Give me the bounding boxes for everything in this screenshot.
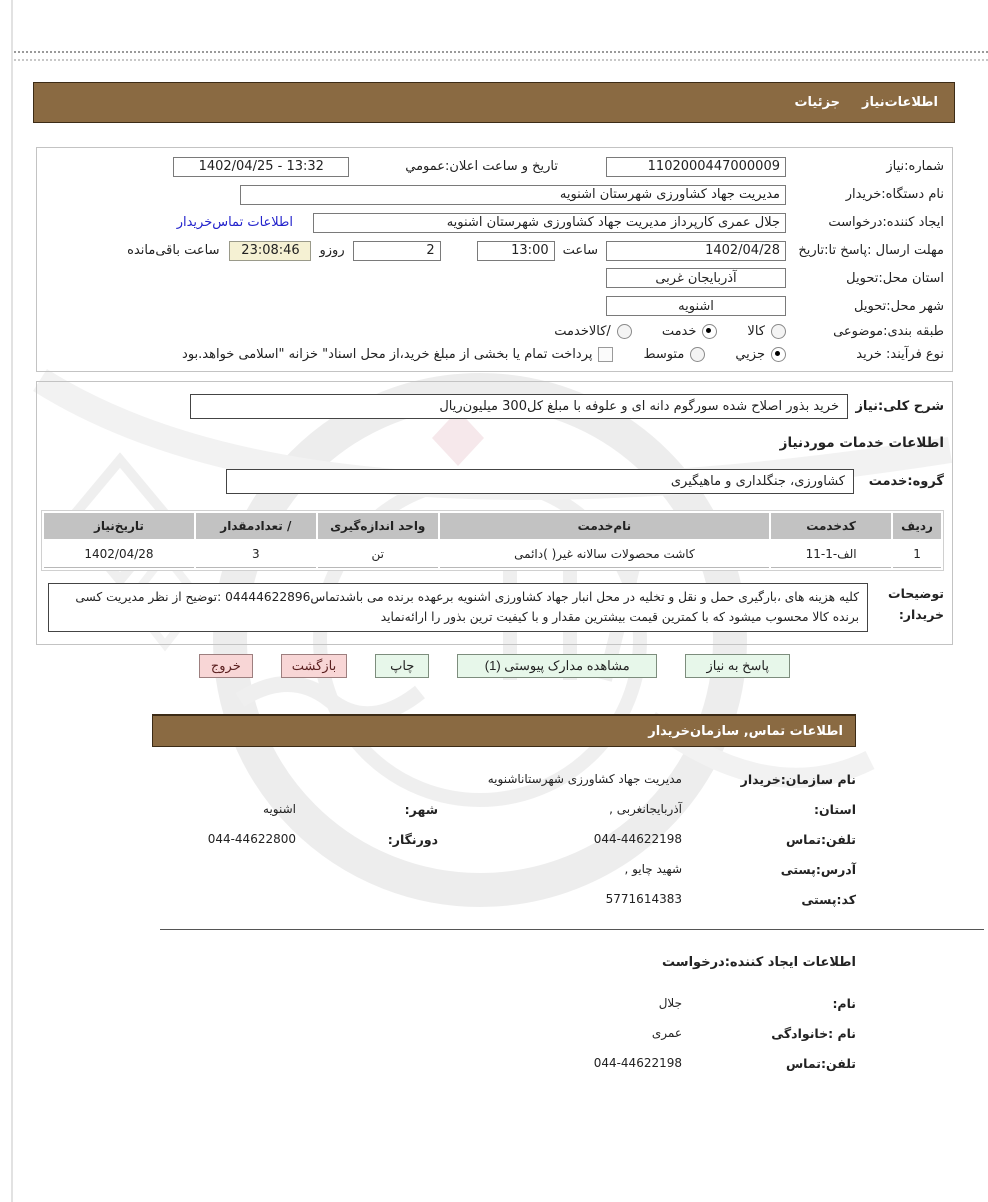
org-name-label: نام سازمان:خریدار [740, 771, 856, 787]
request-creator-field[interactable]: جلال عمری کارپرداز مدیریت جهاد کشاورزی شهرستان اشنویه [313, 213, 786, 233]
col-unit: واحد اندازه‌گیری [318, 513, 438, 539]
buyer-org-field[interactable]: مدیریت جهاد کشاورزی شهرستان اشنویه [240, 185, 786, 205]
buyer-notes-row [45, 583, 944, 632]
row-request-creator [45, 213, 944, 233]
remaining-time-label: ساعت باقی‌مانده [127, 243, 220, 259]
deadline-time-value: 13:00 [511, 243, 549, 259]
postal-address-value: شهید چایو , [624, 862, 682, 876]
goods-radio-label: کالا [747, 324, 765, 340]
announce-datetime-label: تاریخ و ساعت اعلان:عمومي [405, 159, 558, 175]
fax-label: دورنگار: [387, 831, 438, 847]
phone-label: تلفن:تماس [785, 831, 856, 847]
need-detail-panel [36, 381, 953, 645]
row-process-type [45, 347, 944, 362]
buyer-notes-label [868, 583, 944, 632]
phone-fax-row [152, 824, 856, 854]
process-type-label: نوع فرآیند: خرید [856, 347, 944, 363]
delivery-city-label: شهر محل:تحویل [854, 298, 944, 314]
radio-group-medium [643, 347, 705, 362]
required-services-heading: اطلاعات خدمات موردنیاز [779, 435, 944, 451]
request-creator-heading: اطلاعات ایجاد کننده:درخواست [662, 954, 856, 970]
buyer-contact-bar [152, 714, 856, 747]
minor-purchase-radio[interactable] [771, 347, 786, 362]
cell-service-name: کاشت محصولات سالانه غیر( )دائمی [440, 541, 769, 568]
request-creator-label: ایجاد کننده:درخواست [828, 215, 944, 231]
tab-need-info[interactable]: اطلاعات‌نیاز [862, 95, 938, 110]
service-radio[interactable] [702, 324, 717, 339]
row-delivery-city [45, 296, 944, 316]
tab-details[interactable]: جزئیات [794, 95, 841, 110]
treasury-checkbox-label: پرداخت تمام یا بخشی از مبلغ خرید،از محل اسناد" خزانه "اسلامی خواهد.بود [182, 347, 593, 363]
radio-group-minor [735, 347, 786, 362]
table-row [44, 541, 941, 568]
col-row-no: ردیف [893, 513, 941, 539]
postal-code-value [438, 892, 718, 906]
print-button[interactable]: چاپ [375, 654, 429, 678]
col-quantity: / تعدادمقدار [196, 513, 316, 539]
fax-value [166, 832, 326, 846]
row-subject-category [45, 324, 944, 339]
action-buttons-row [36, 654, 953, 678]
top-tab-bar [33, 82, 955, 123]
city-label: شهر: [404, 801, 438, 817]
row-need-number [45, 157, 944, 177]
creator-phone-value [438, 1056, 718, 1070]
city-value: اشنویه [263, 802, 296, 816]
buyer-contact-bar-title: اطلاعات تماس, سازمان‌خریدار [648, 723, 843, 739]
postal-address-row [152, 854, 856, 884]
cell-quantity: 3 [196, 541, 316, 568]
postal-code-label: کد:پستی [801, 891, 856, 907]
need-summary-panel [36, 147, 953, 372]
services-table [41, 510, 944, 571]
page-left-border [11, 0, 13, 1202]
creator-family-value: عمری [651, 1026, 682, 1040]
view-attached-docs-button[interactable]: مشاهده مدارک پیوستی (1) [457, 654, 657, 678]
treasury-checkbox-group [182, 347, 613, 362]
minor-purchase-radio-label: جزيي [735, 347, 765, 363]
creator-name-row [152, 988, 856, 1018]
countdown-timer [229, 241, 311, 261]
creator-phone-label: تلفن:تماس [785, 1055, 856, 1071]
phone-number: 044-44622198 [593, 832, 682, 846]
goods-radio[interactable] [771, 324, 786, 339]
back-button[interactable]: بازگشت [281, 654, 347, 678]
deadline-label: مهلت ارسال :پاسخ تا:تاریخ [798, 243, 944, 259]
cell-service-code: الف-1-11 [771, 541, 891, 568]
buyer-org-label: نام دستگاه:خریدار [845, 187, 944, 203]
creator-name-label: نام: [832, 995, 856, 1011]
request-creator-section [152, 948, 856, 1078]
col-need-date: تاریخ‌نیاز [44, 513, 194, 539]
top-dotted-separator-2 [14, 59, 988, 61]
section-divider [160, 929, 984, 930]
radio-group-goods [747, 324, 786, 339]
col-service-name: نام‌خدمت [440, 513, 769, 539]
creator-family-label: نام :خانوادگی [771, 1025, 856, 1041]
medium-purchase-radio[interactable] [690, 347, 705, 362]
need-description-field[interactable]: خرید بذور اصلاح شده سورگوم دانه ای و علوفه با مبلغ کل300 میلیون‌ریال [190, 394, 848, 419]
province-city-row [152, 794, 856, 824]
services-table-header-row [44, 513, 941, 539]
announce-datetime-field[interactable] [173, 157, 349, 177]
days-label: روزو [319, 243, 345, 259]
fax-number: 044-44622800 [207, 832, 296, 846]
exit-button[interactable]: خروج [199, 654, 253, 678]
medium-purchase-radio-label: متوسط [643, 347, 685, 363]
postal-code-number: 5771614383 [605, 892, 682, 906]
remaining-days-field[interactable]: 2 [353, 241, 441, 261]
province-value: آذربایجانغربی , [609, 802, 682, 816]
creator-name-value: جلال [658, 996, 682, 1010]
org-name-value: مدیریت جهاد کشاورزی شهرستاناشنویه [487, 772, 682, 786]
need-number-label: شماره:نیاز [886, 159, 944, 175]
delivery-province-label: استان محل:تحویل [846, 270, 944, 286]
radio-group-service [662, 324, 718, 339]
row-service-group [45, 469, 944, 494]
subject-category-label: طبقه بندی:موضوعی [833, 324, 944, 340]
need-number-field[interactable]: 1102000447000009 [606, 157, 786, 177]
province-label: استان: [813, 801, 856, 817]
cell-need-date [44, 541, 194, 568]
postal-code-row [152, 884, 856, 914]
creator-phone-row [152, 1048, 856, 1078]
buyer-notes-field[interactable]: کلیه هزینه های ،بارگیری حمل و نقل و تخلیه در محل انبار جهاد کشاورزی اشنویه برعهده برنده می باشدتماس04444622896 :توضیح از نظر مدیریت کسی برنده کالا محسوب میشود که با کمترین قیمت بیشترین مقدار و با کیفیت ترین بذور را ارائه‌نماید [48, 583, 868, 632]
postal-address-label: آدرس:پستی [780, 861, 856, 877]
service-group-label: گروه:خدمت [868, 474, 944, 489]
phone-value [438, 832, 718, 846]
org-name-row [152, 764, 856, 794]
buyer-notes-label-line2: خریدار: [898, 607, 944, 623]
goods-service-radio-label: /کالاخدمت [554, 324, 611, 340]
delivery-province-field[interactable]: آذربایجان غربی [606, 268, 786, 288]
top-dotted-separator [14, 51, 988, 53]
cell-unit: تن [318, 541, 438, 568]
buyer-notes-label-line1: توضیحات [888, 586, 944, 601]
row-buyer-org [45, 185, 944, 205]
goods-service-radio[interactable] [617, 324, 632, 339]
row-delivery-province [45, 268, 944, 288]
service-group-field[interactable]: کشاورزی، جنگلداری و ماهیگیری [226, 469, 854, 494]
cell-row-no: 1 [893, 541, 941, 568]
col-service-code: کدخدمت [771, 513, 891, 539]
countdown-value: 23:08:46 [241, 243, 300, 259]
creator-phone-number: 044-44622198 [593, 1056, 682, 1070]
creator-family-row [152, 1018, 856, 1048]
deadline-date-value: 1402/04/28 [705, 243, 780, 259]
cell-need-date-value: 1402/04/28 [84, 547, 154, 561]
need-description-label: شرح کلی:نیاز [855, 399, 944, 414]
deadline-time-field[interactable] [477, 241, 555, 261]
radio-group-goods-service [554, 324, 632, 339]
buyer-contact-section [152, 752, 856, 914]
service-radio-label: خدمت [661, 324, 697, 340]
announce-datetime-value: 1402/04/25 - 13:32 [198, 159, 324, 175]
row-deadline [45, 241, 944, 261]
treasury-checkbox[interactable] [598, 347, 613, 362]
buyer-contact-link[interactable]: اطلاعات تماس‌خریدار [176, 215, 293, 231]
delivery-city-field[interactable]: اشنویه [606, 296, 786, 316]
row-need-description [45, 394, 944, 419]
deadline-date-field[interactable] [606, 241, 786, 261]
hour-label: ساعت [562, 243, 598, 259]
respond-to-need-button[interactable]: پاسخ به نیاز [685, 654, 790, 678]
